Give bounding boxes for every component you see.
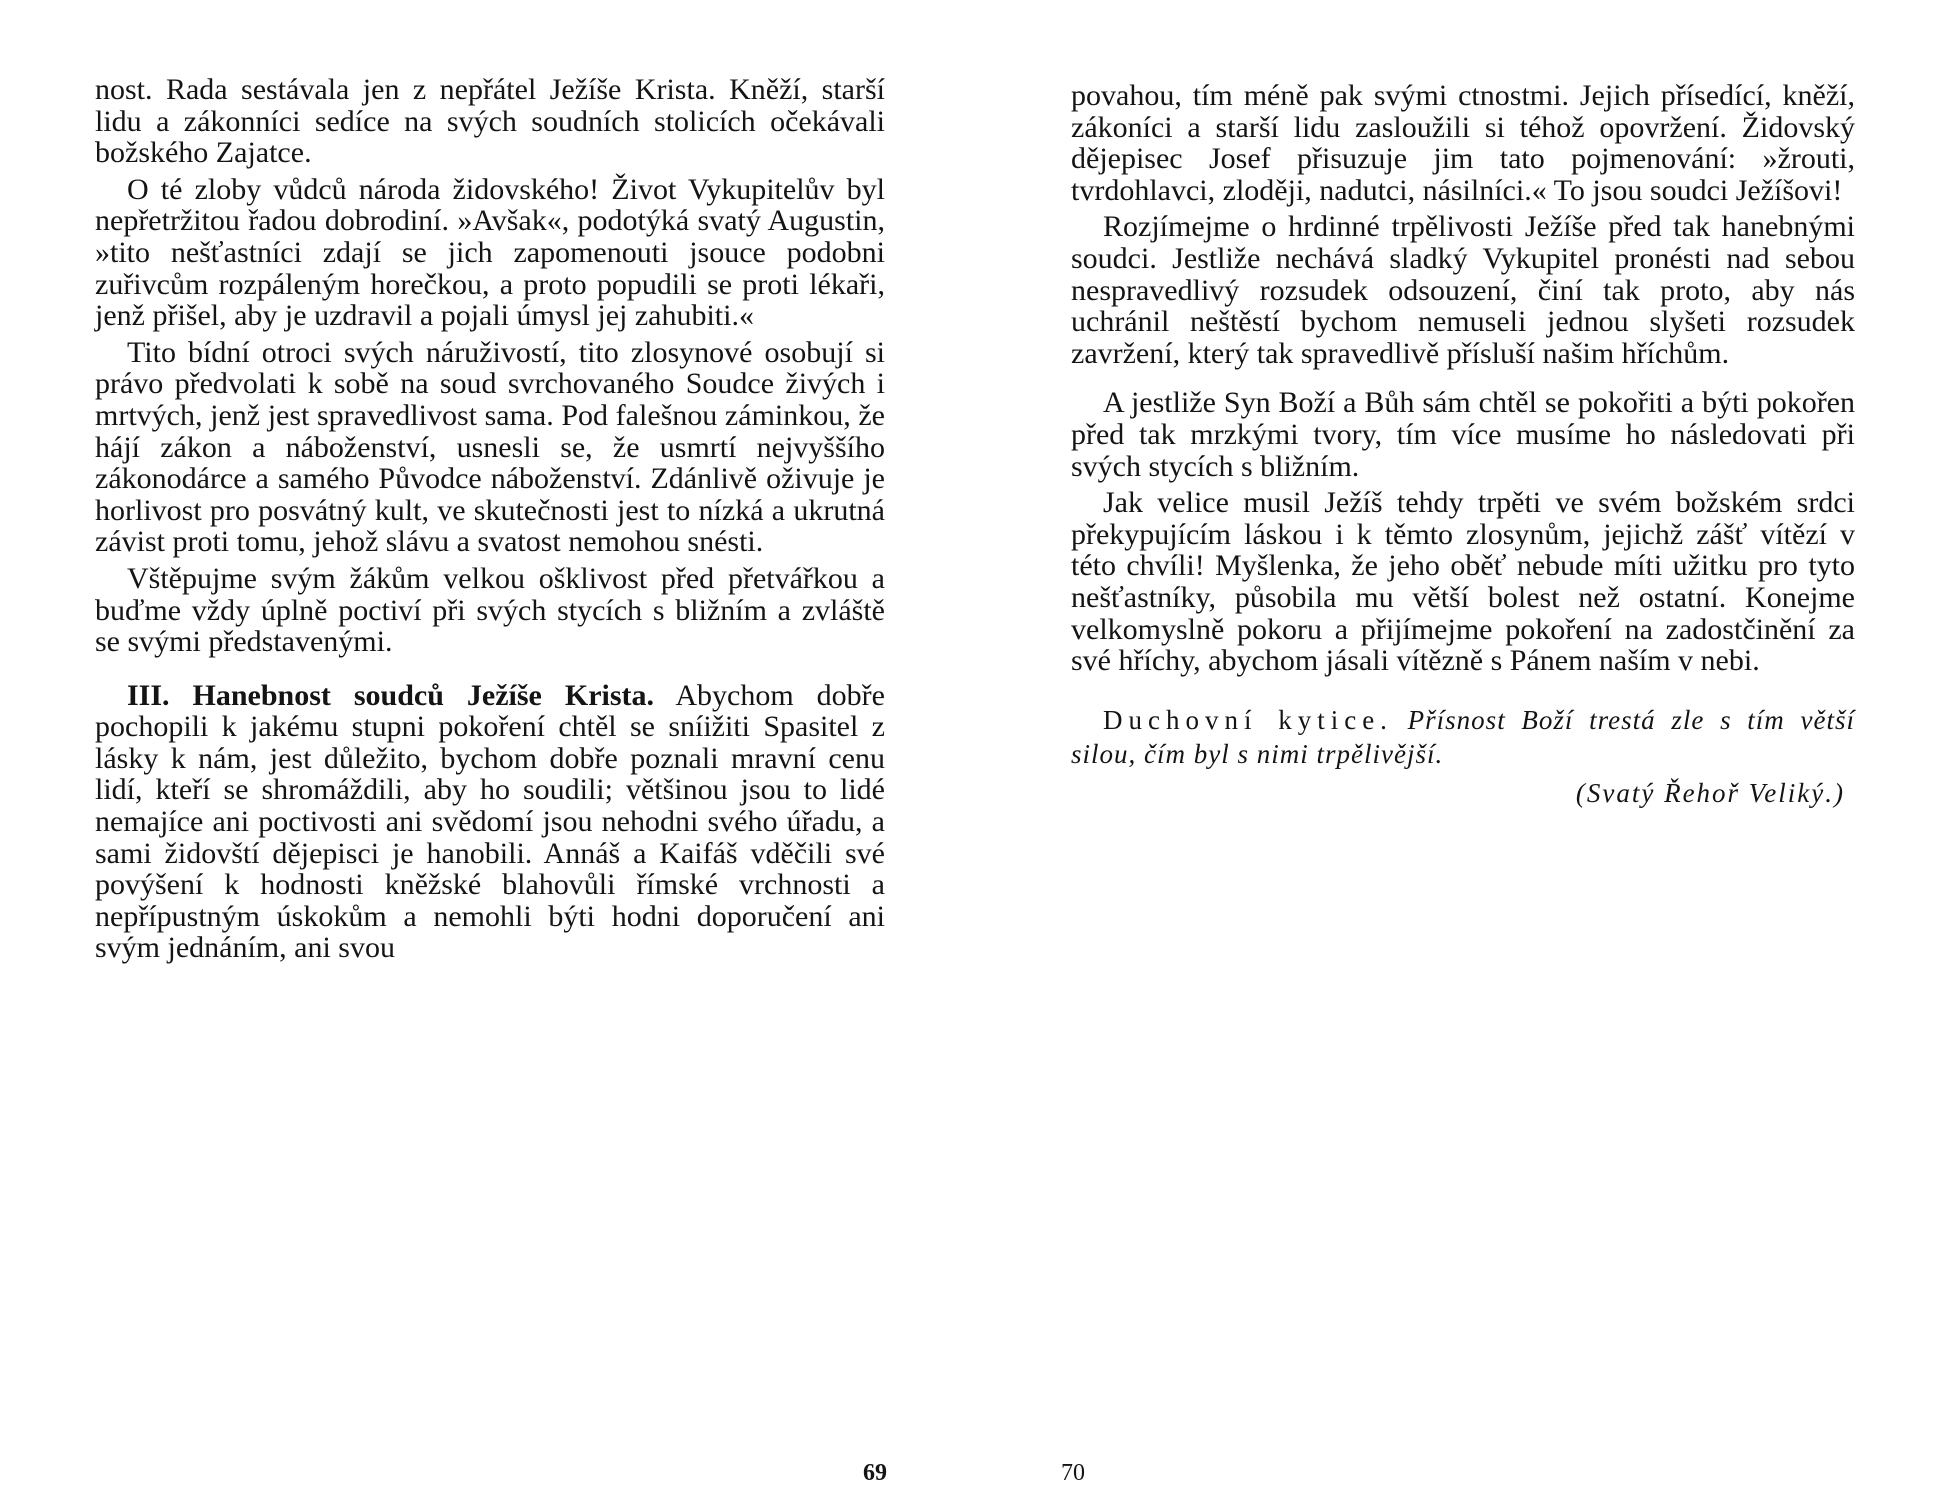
page-number-left: 69 bbox=[863, 1460, 887, 1486]
page-number-right: 70 bbox=[1061, 1460, 1085, 1486]
bouquet-quote: Přísnost Boží trestá zle s tím větší silou, čím byl s nimi trpělivější. bbox=[1071, 704, 1856, 769]
left-paragraph-1: nost. Rada sestávala jen z nepřátel Ježíše Krista. Kněží, starší lidu a zákonníci sedíce na svých soudních stolicích očekávali božského Zajatce. bbox=[95, 73, 885, 170]
left-paragraph-3: Tito bídní otroci svých náruživostí, tito zlosynové osobují si právo předvolati k sobě na soud svrchovaného Soudce živých i mrtvých, jenž jest spravedlivost sama. Pod falešnou záminkou, že hájí zákon a náboženství, usnesli se, že usmrtí nejvyššího zákonodárce a samého Původce náboženství. Zdánlivě oživuje je horlivost pro posvátný kult, ve skutečnosti jest to nízká a ukrutná závist proti tomu, jehož slávu a svatost nemohou snésti. bbox=[95, 335, 885, 559]
section-paragraph bbox=[95, 680, 885, 964]
left-paragraph-4: Vštěpujme svým žákům velkou ošklivost před přetvářkou a buďme vždy úplně poctiví při svých stycích s bližním a zvláště se svými představenými. bbox=[95, 561, 885, 659]
quote-attribution: (Svatý Řehoř Veliký.) bbox=[1575, 777, 1845, 808]
right-paragraph-3: A jestliže Syn Boží a Bůh sám chtěl se pokořiti a býti pokořen před tak mrzkými tvory, tím více musíme ho následovati při svých stycích s bližním. bbox=[1071, 386, 1855, 483]
spiritual-bouquet bbox=[1071, 703, 1855, 771]
right-paragraph-1: povahou, tím méně pak svými ctnostmi. Jejich přísedící, kněží, zákoníci a starší lidu zasloužili si téhož opovržení. Židovský dějepisec Josef přisuzuje jim tato pojmenování: »žrouti, tvrdohlavci, zloději, nadutci, násilníci.« To jsou soudci Ježíšovi! bbox=[1071, 79, 1855, 207]
section-heading: III. Hanebnost soudců Ježíše Krista. bbox=[127, 678, 655, 712]
right-paragraph-4: Jak velice musil Ježíš tehdy trpěti ve svém božském srdci překypujícím láskou i k těmto zlosynům, jejichž zášť vítězí v této chvíli! Myšlenka, že jeho oběť nebude míti užitku pro tyto nešťastníky, působila mu větší bolest než ostatní. Konejme velkomyslně pokoru a přijímejme pokoření na zadostčinění za své hříchy, abychom jásali vítězně s Pánem naším v nebi. bbox=[1071, 486, 1855, 678]
section-text: Abychom dobře pochopili k jakému stupni pokoření chtěl se sníižiti Spasitel z lásky k nám, jest důležito, bychom dobře poznali mravní cenu lidí, kteří se shromáždili, aby ho soudili; většinou jsou to lidé nemajíce ani poctivosti ani svědomí jsou nehodni svého úřadu, a sami židovští dějepisci je hanobili. Annáš a Kaifáš vděčili své povýšení k hodnosti kněžské blahovůli římské vrchnosti a nepřípustným úskokům a nemohli býti hodni doporučení ani svým jednáním, ani svou bbox=[95, 678, 885, 965]
right-paragraph-2: Rozjímejme o hrdinné trpělivosti Ježíše před tak hanebnými soudci. Jestliže nechává sladký Vykupitel pronésti nad sebou nespravedlivý rozsudek odsouzení, činí tak proto, aby nás uchránil neštěstí bychom nemuseli jednou slyšeti rozsudek zavržení, který tak spravedlivě přísluší našim hříchům. bbox=[1071, 210, 1855, 370]
left-page-text bbox=[95, 74, 885, 969]
bouquet-label: Duchovní kytice. bbox=[1103, 704, 1393, 735]
left-paragraph-2: O té zloby vůdců národa židovského! Život Vykupitelův byl nepřetržitou řadou dobrodiní. »Avšak«, podotýká svatý Augustin, »tito nešťastníci zdají se jich zapomenouti jsouce podobni zuřivcům rozpáleným horečkou, a proto popudili se proti lékaři, jenž přišel, aby je uzdravil a pojali úmysl jej zahubiti.« bbox=[95, 172, 885, 333]
right-page-text bbox=[1071, 80, 1855, 810]
right-page bbox=[973, 0, 1946, 1500]
